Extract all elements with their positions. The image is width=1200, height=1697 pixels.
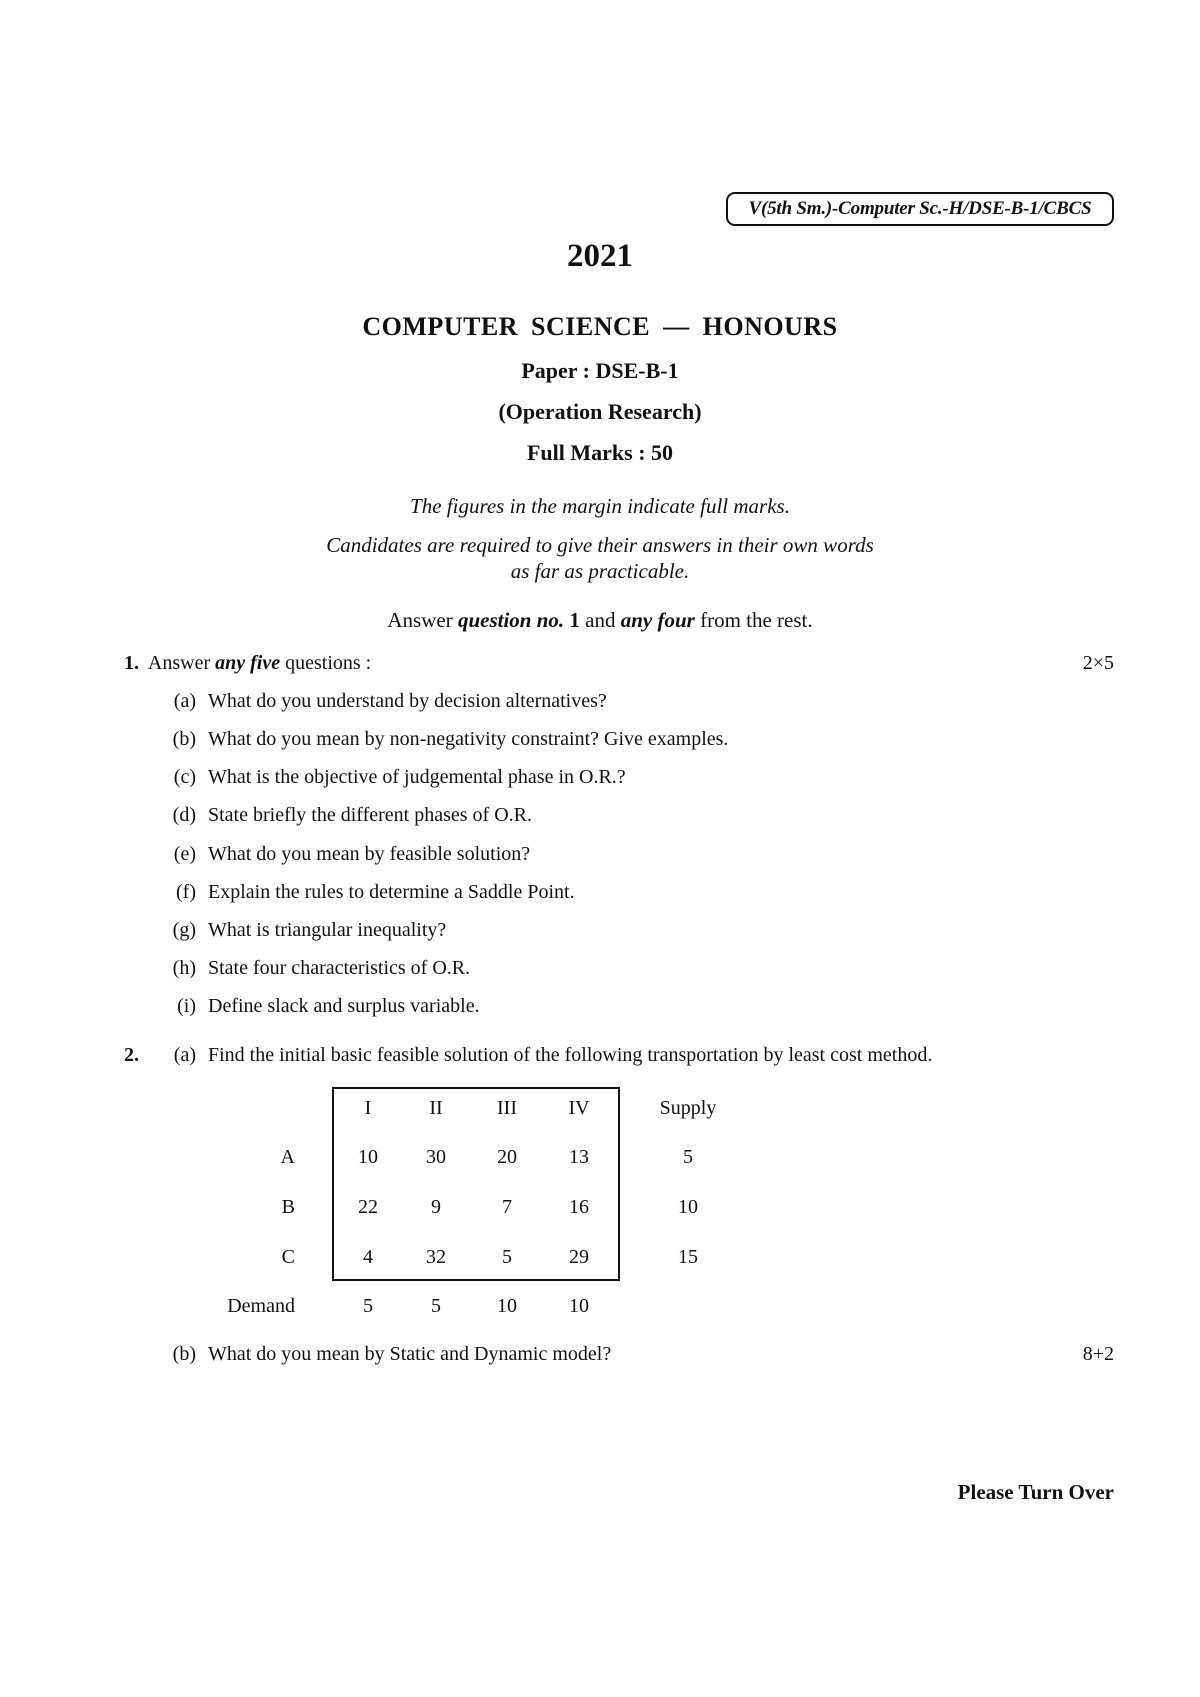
please-turn-over: Please Turn Over	[957, 1480, 1114, 1504]
demand-cell: 10	[569, 1295, 589, 1317]
answer-rule	[0, 608, 1200, 633]
table-column-header: III	[497, 1097, 517, 1119]
demand-cell: 5	[363, 1295, 373, 1317]
q1-item-text: What do you understand by decision alternatives?	[208, 690, 607, 712]
table-row-label: A	[280, 1146, 295, 1168]
subject-title: COMPUTER SCIENCE — HONOURS	[362, 312, 838, 341]
rule-part5: any four	[620, 608, 695, 632]
table-cell: 29	[569, 1246, 589, 1268]
q1-item-text: Explain the rules to determine a Saddle Point.	[208, 881, 575, 903]
q1-item-label: (g)	[172, 919, 196, 941]
table-row-label: B	[281, 1196, 295, 1218]
rule-part2: question no.	[457, 608, 565, 632]
q1-item	[150, 843, 530, 866]
q1-item-label: (h)	[172, 957, 196, 979]
paper-code: V(5th Sm.)-Computer Sc.-H/DSE-B-1/CBCS	[726, 192, 1114, 226]
q1-item	[150, 881, 575, 904]
q1-item-text: Define slack and surplus variable.	[208, 995, 480, 1017]
question-1-number: 1.	[124, 652, 139, 674]
table-cell: 20	[497, 1146, 517, 1168]
q1-item-text: What do you mean by non-negativity constraint? Give examples.	[208, 728, 729, 750]
q1-item-text: State briefly the different phases of O.R.	[208, 804, 532, 826]
demand-cell: 10	[497, 1295, 517, 1317]
table-cell: 5	[502, 1246, 512, 1268]
table-cell: 30	[426, 1146, 446, 1168]
full-marks: Full Marks : 50	[526, 440, 674, 465]
demand-label: Demand	[227, 1295, 295, 1317]
q1-item-label: (i)	[177, 995, 196, 1017]
question-2b-text: What do you mean by Static and Dynamic model?	[208, 1343, 612, 1365]
table-cell: 7	[502, 1196, 512, 1218]
table-cell: 4	[363, 1246, 373, 1268]
question-2a	[150, 1044, 932, 1067]
q1-item	[150, 957, 470, 980]
q1-item-label: (a)	[173, 690, 196, 712]
table-cell: 13	[569, 1146, 589, 1168]
supply-header: Supply	[659, 1097, 717, 1119]
instruction-margin-marks: The figures in the margin indicate full marks.	[410, 494, 790, 518]
instruction-own-words: Candidates are required to give their answers in their own words	[326, 533, 874, 557]
question-2a-text: Find the initial basic feasible solution of the following transportation by least cost method.	[208, 1044, 933, 1066]
q1-item-text: State four characteristics of O.R.	[208, 957, 471, 979]
question-1-text-post: questions :	[285, 652, 372, 674]
question-2-heading	[124, 1044, 139, 1067]
q1-item	[150, 728, 728, 751]
q1-item-text: What is triangular inequality?	[208, 919, 447, 941]
q1-item	[150, 919, 446, 942]
paper-code-title: Paper : DSE-B-1	[521, 358, 679, 383]
table-cell: 10	[358, 1146, 378, 1168]
table-cell: 16	[569, 1196, 589, 1218]
rule-part6: from the rest.	[700, 608, 813, 632]
table-cell: 22	[358, 1196, 378, 1218]
q1-item-label: (e)	[173, 843, 196, 865]
q1-item	[150, 804, 532, 827]
q1-item-label: (f)	[176, 881, 196, 903]
question-2b-label: (b)	[172, 1343, 196, 1365]
q1-item	[150, 766, 626, 789]
supply-cell: 5	[683, 1146, 693, 1168]
table-cell: 32	[426, 1246, 446, 1268]
q1-item	[150, 995, 480, 1018]
rule-part3: 1	[569, 608, 580, 632]
table-column-header: IV	[568, 1097, 590, 1119]
table-column-header: II	[429, 1097, 443, 1119]
q1-item-label: (b)	[172, 728, 196, 750]
exam-year: 2021	[567, 238, 633, 274]
table-cell: 9	[431, 1196, 441, 1218]
question-2-marks: 8+2	[1082, 1343, 1114, 1365]
table-row-label: C	[281, 1246, 295, 1268]
q1-item	[150, 690, 607, 713]
supply-cell: 15	[678, 1246, 698, 1268]
rule-part1: Answer	[387, 608, 453, 632]
rule-part4: and	[585, 608, 616, 632]
question-2a-label: (a)	[173, 1044, 196, 1066]
question-2-number: 2.	[124, 1044, 139, 1066]
question-1-marks: 2×5	[1082, 652, 1114, 674]
q1-item-text: What do you mean by feasible solution?	[208, 843, 531, 865]
q1-item-text: What is the objective of judgemental phase in O.R.?	[208, 766, 626, 788]
question-1-text-em: any five	[215, 652, 281, 674]
paper-topic: (Operation Research)	[498, 399, 702, 424]
question-1-text-pre: Answer	[147, 652, 211, 674]
q1-item-label: (d)	[172, 804, 196, 826]
instruction-practicable: as far as practicable.	[510, 559, 690, 583]
question-1-heading	[124, 652, 371, 675]
demand-cell: 5	[431, 1295, 441, 1317]
question-2b	[150, 1343, 611, 1366]
supply-cell: 10	[678, 1196, 698, 1218]
q1-item-label: (c)	[173, 766, 196, 788]
table-column-header: I	[364, 1097, 372, 1119]
